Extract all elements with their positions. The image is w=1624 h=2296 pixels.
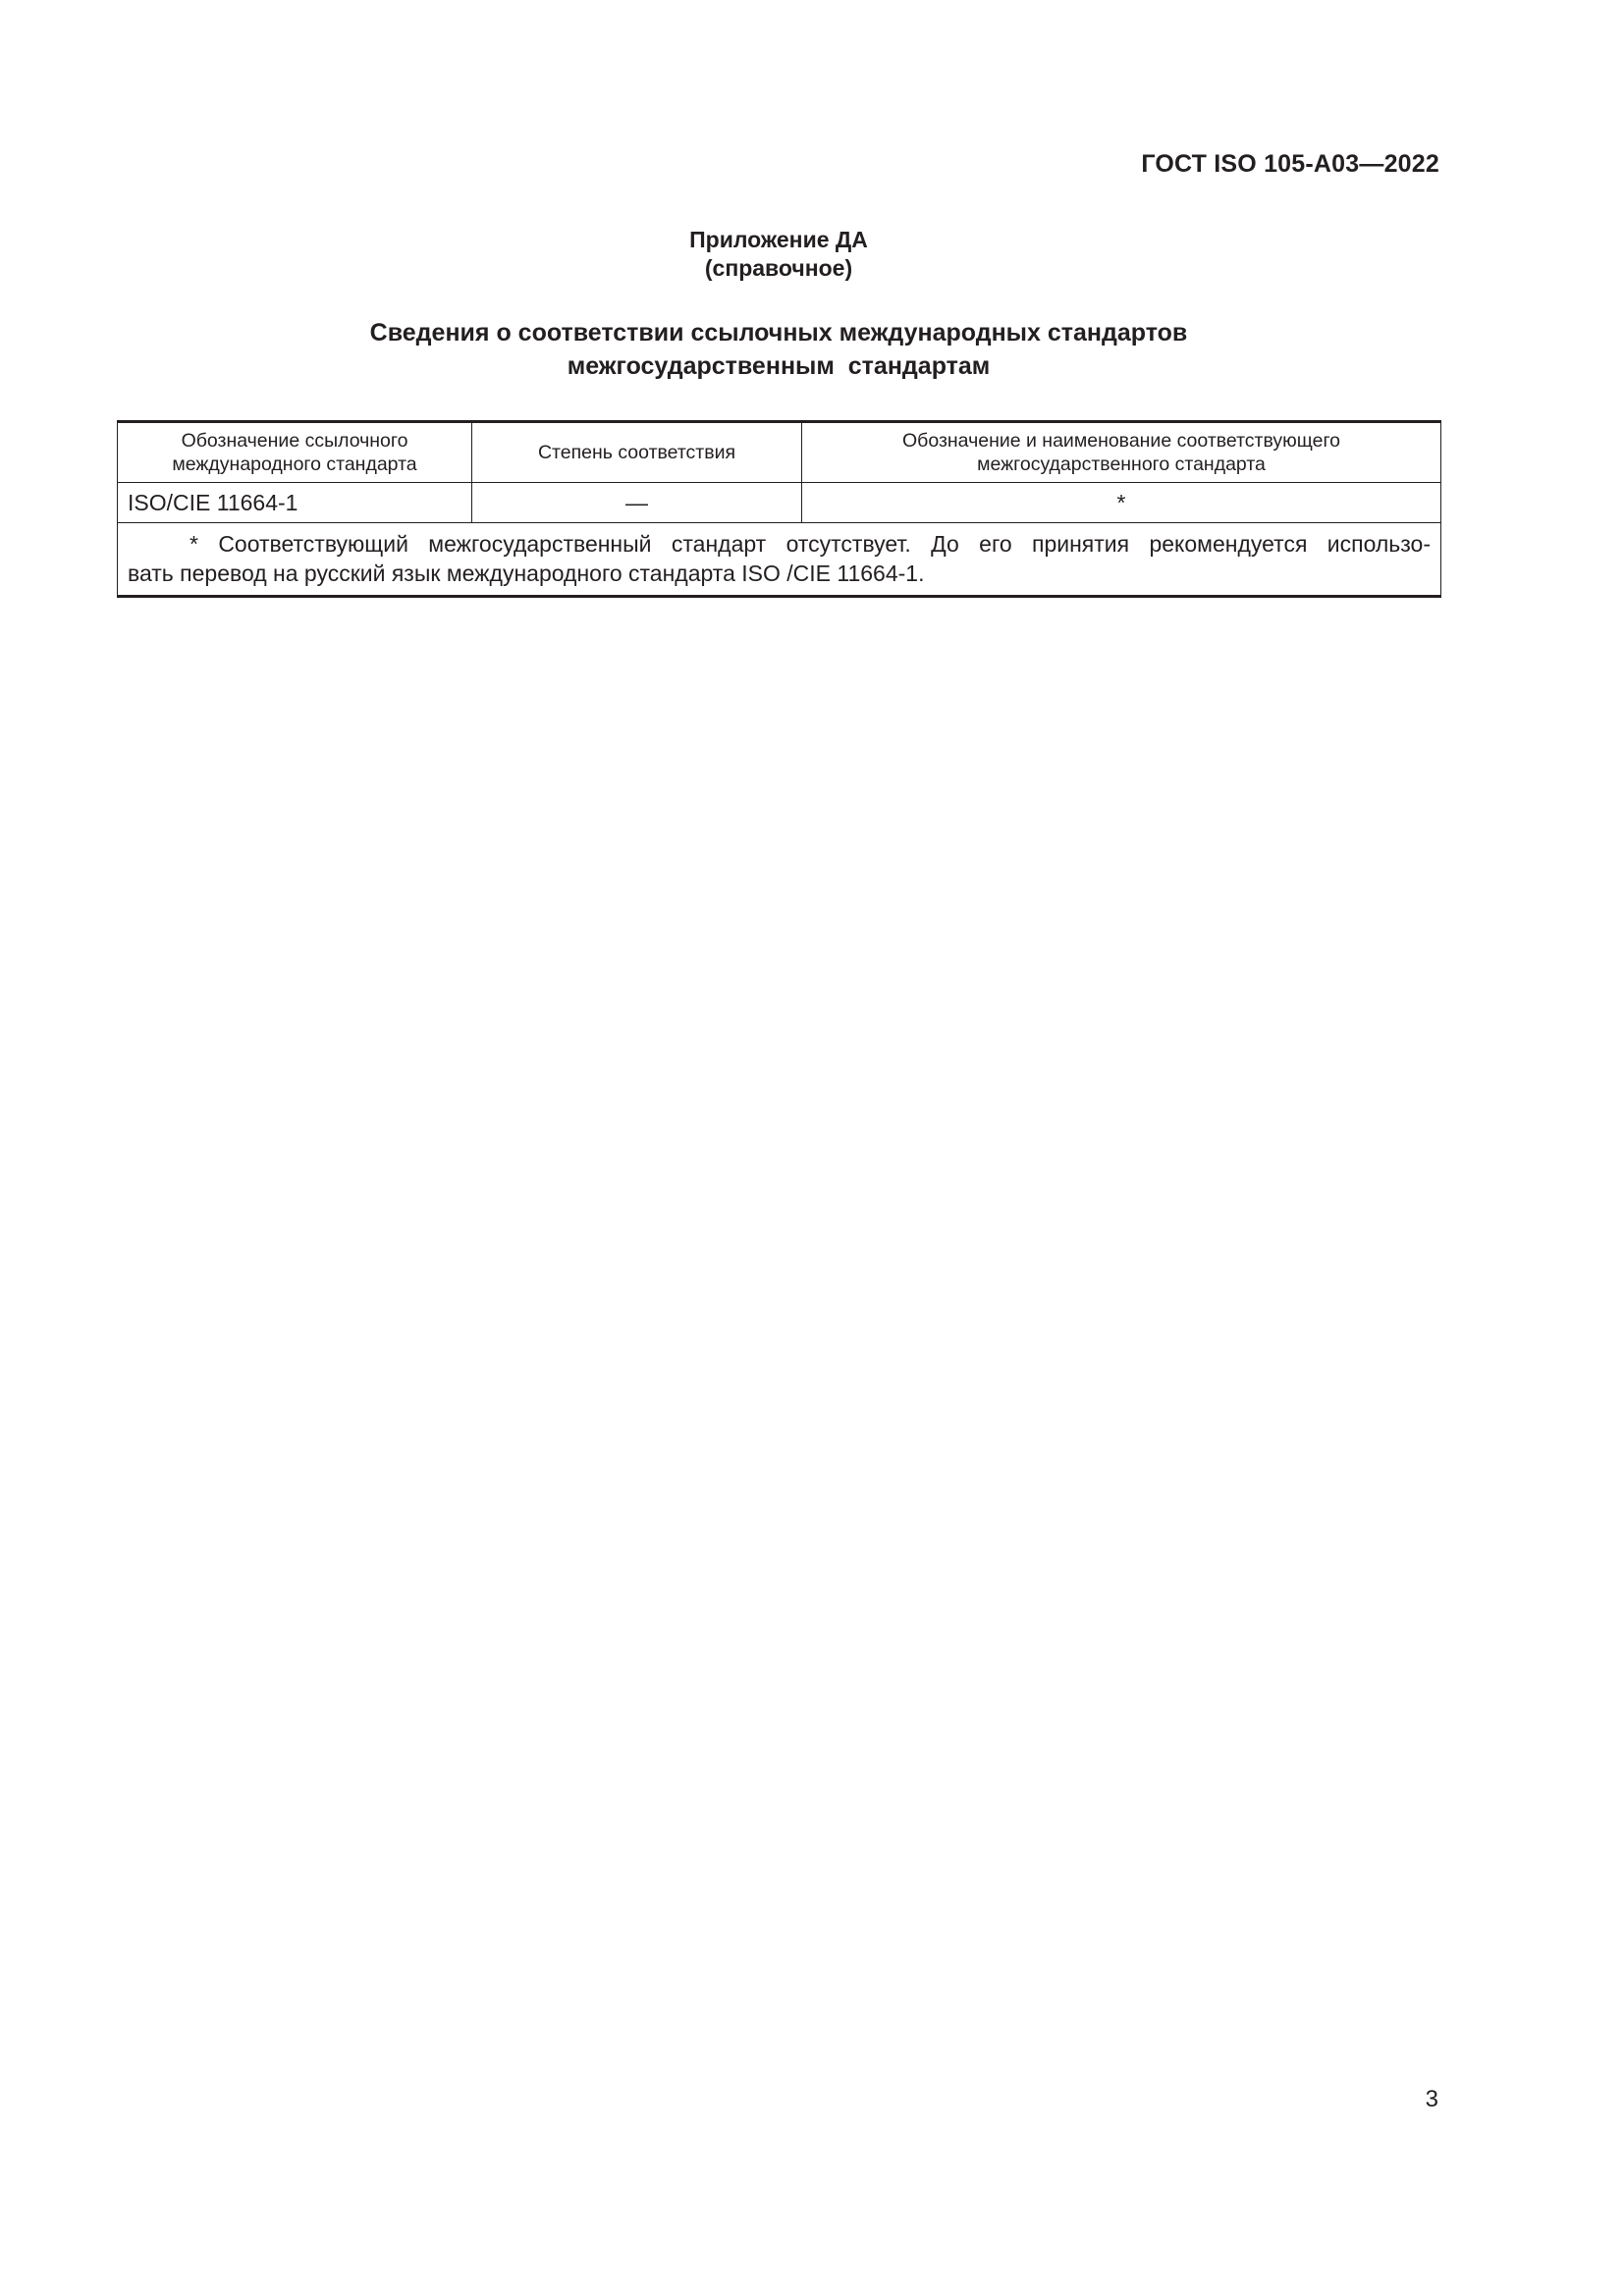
page-number: 3 xyxy=(1425,2086,1438,2112)
footnote-line1: * Соответствующий межгосударственный стандарт отсутствует. До его принятия рекомендуется использо- xyxy=(189,531,1431,557)
annex-title-line1: Сведения о соответствии ссылочных международных стандартов xyxy=(369,319,1188,347)
correspondence-table xyxy=(117,420,1441,598)
cell-degree: — xyxy=(472,483,802,523)
annex-title-line2: межгосударственным стандартам xyxy=(567,352,991,380)
document-code: ГОСТ ISO 105-A03—2022 xyxy=(1141,150,1439,178)
column-header-ref-standard-line2: международного стандарта xyxy=(172,454,417,475)
table-note-row xyxy=(118,523,1441,597)
column-header-interstate-standard xyxy=(802,422,1441,483)
cell-ref-standard: ISO/CIE 11664-1 xyxy=(118,483,472,523)
annex-heading xyxy=(0,226,1557,283)
annex-label: Приложение ДА xyxy=(689,227,868,252)
column-header-interstate-line1: Обозначение и наименование соответствующего xyxy=(901,430,1340,452)
column-header-ref-standard-line1: Обозначение ссылочного xyxy=(181,430,408,452)
column-header-degree: Степень соответствия xyxy=(472,422,802,483)
footnote-line2: вать перевод на русский язык международного стандарта ISO /CIE 11664-1. xyxy=(128,561,925,586)
annex-type: (справочное) xyxy=(704,255,853,281)
cell-interstate-standard: * xyxy=(802,483,1441,523)
table-row xyxy=(118,483,1441,523)
column-header-ref-standard xyxy=(118,422,472,483)
column-header-interstate-line2: межгосударственного стандарта xyxy=(977,454,1266,475)
table-footnote xyxy=(118,523,1441,597)
annex-title xyxy=(0,316,1557,383)
table-header-row xyxy=(118,422,1441,483)
